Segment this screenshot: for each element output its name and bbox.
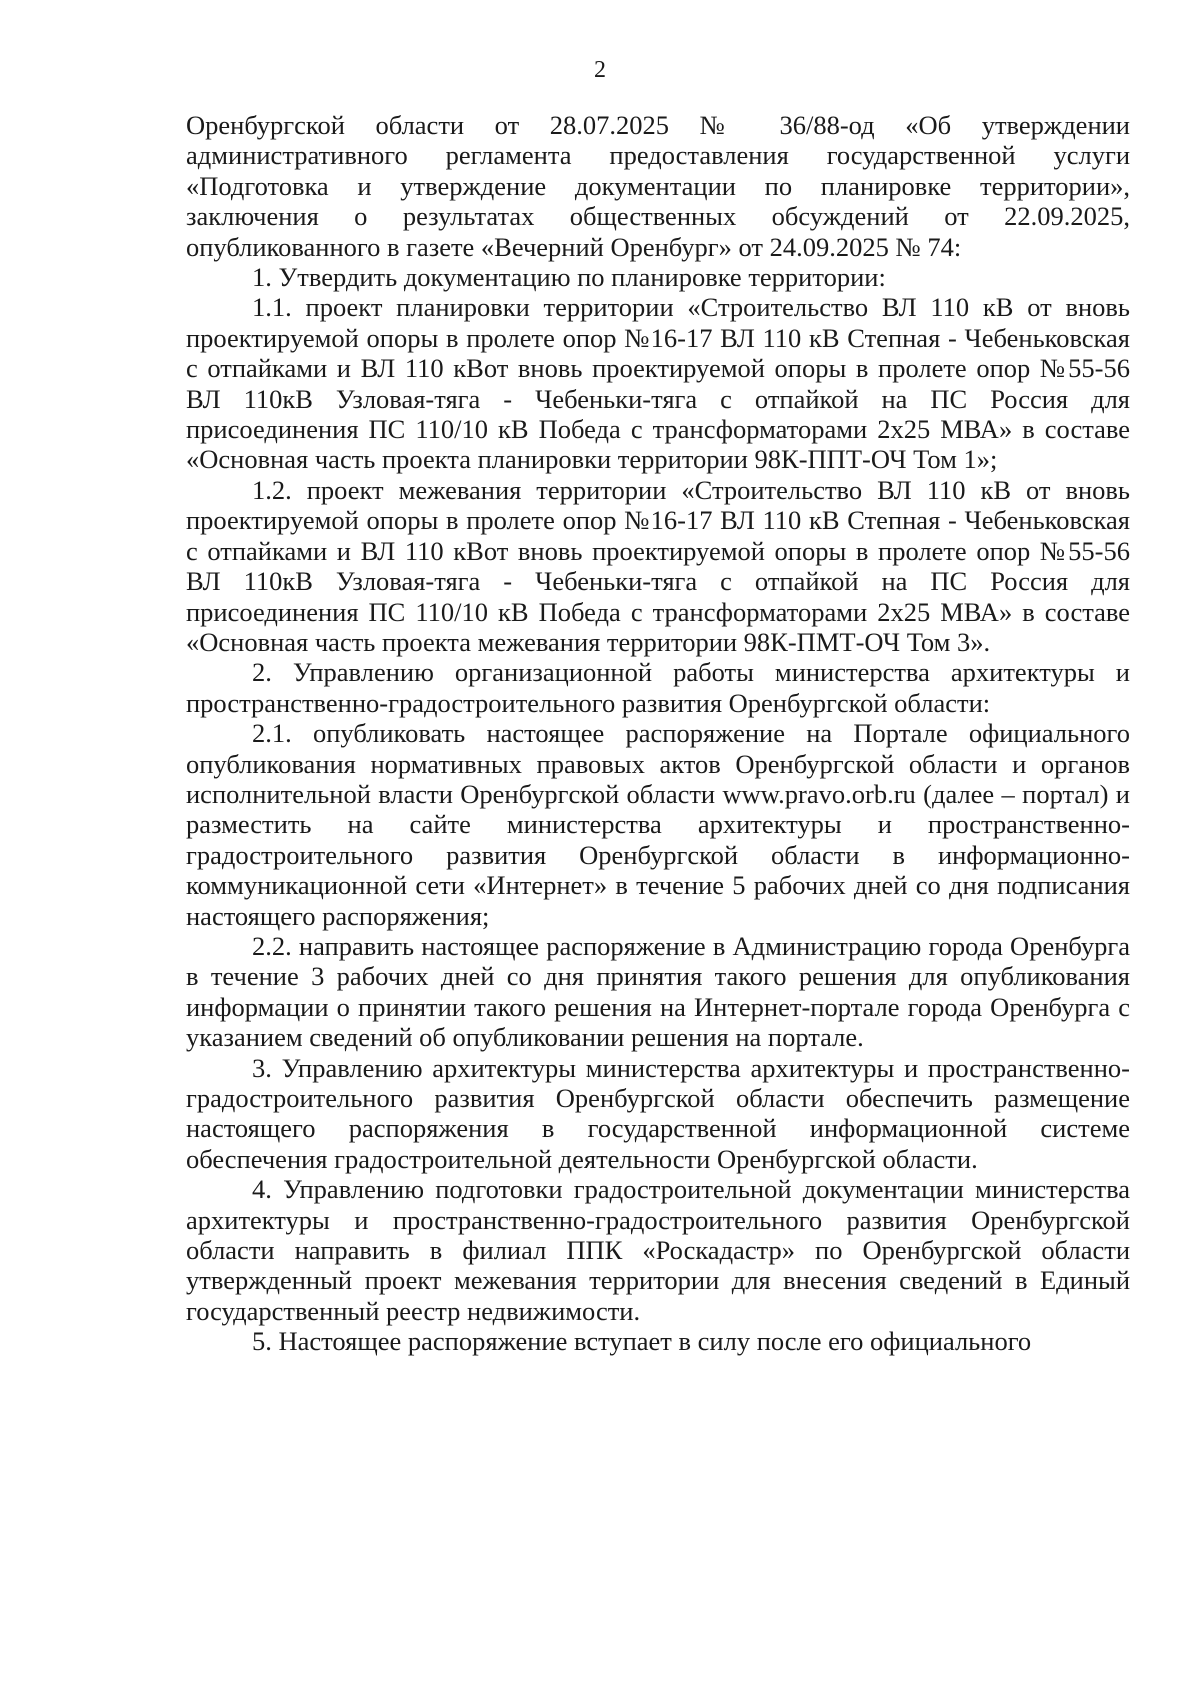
paragraph-intro: Оренбургской области от 28.07.2025 № 36/88-од «Об утверждении административного регламента предоставления государственной услуги «Подготовка и утверждение документации по планировке территории», заключения о результатах общественных обсуждений от 22.09.2025, опубликованного в газете «Вечерний Оренбург» от 24.09.2025 № 74:: [186, 110, 1130, 262]
paragraph-item-2-2: 2.2. направить настоящее распоряжение в Администрацию города Оренбурга в течение 3 рабочих дней со дня принятия такого решения для опубликования информации о принятии такого решения на Интернет-портале города Оренбурга с указанием сведений об опубликовании решения на портале.: [186, 930, 1130, 1053]
document-body: [186, 110, 1130, 1357]
paragraph-item-1-2: 1.2. проект межевания территории «Строительство ВЛ 110 кВ от вновь проектируемой опоры в пролете опор №16-17 ВЛ 110 кВ Степная - Чебеньковская с отпайками и ВЛ 110 кВот вновь проектируемой опоры в пролете опор №55-56 ВЛ 110кВ Узловая-тяга - Чебеньки-тяга с отпайкой на ПС Россия для присоединения ПС 110/10 кВ Победа с трансформаторами 2х25 МВА» в составе «Основная часть проекта межевания территории 98К-ПМТ-ОЧ Том 3».: [186, 474, 1130, 657]
paragraph-item-4: 4. Управлению подготовки градостроительной документации министерства архитектуры и пространственно-градостроительного развития Оренбургской области направить в филиал ППК «Роскадастр» по Оренбургской области утвержденный проект межевания территории для внесения сведений в Единый государственный реестр недвижимости.: [186, 1174, 1130, 1326]
paragraph-item-2: 2. Управлению организационной работы министерства архитектуры и пространственно-градостроительного развития Оренбургской области:: [186, 657, 1130, 718]
paragraph-item-5: 5. Настоящее распоряжение вступает в силу после его официального: [252, 1326, 1032, 1357]
paragraph-item-3: 3. Управлению архитектуры министерства архитектуры и пространственно-градостроительного развития Оренбургской области обеспечить размещение настоящего распоряжения в государственной информационной системе обеспечения градостроительной деятельности Оренбургской области.: [186, 1052, 1130, 1174]
page-number: 2: [594, 57, 606, 83]
paragraph-item-1: 1. Утвердить документацию по планировке территории:: [252, 262, 886, 293]
paragraph-item-2-1: 2.1. опубликовать настоящее распоряжение на Портале официального опубликования нормативных правовых актов Оренбургской области и органов исполнительной власти Оренбургской области www.pravo.orb.ru (далее – портал) и разместить на сайте министерства архитектуры и пространственно-градостроительного развития Оренбургской области в информационно-коммуникационной сети «Интернет» в течение 5 рабочих дней со дня подписания настоящего распоряжения;: [186, 718, 1130, 931]
paragraph-item-1-1: 1.1. проект планировки территории «Строительство ВЛ 110 кВ от вновь проектируемой опоры в пролете опор №16-17 ВЛ 110 кВ Степная - Чебеньковская с отпайками и ВЛ 110 кВот вновь проектируемой опоры в пролете опор №55-56 ВЛ 110кВ Узловая-тяга - Чебеньки-тяга с отпайкой на ПС Россия для присоединения ПС 110/10 кВ Победа с трансформаторами 2х25 МВА» в составе «Основная часть проекта планировки территории 98К-ППТ-ОЧ Том 1»;: [186, 292, 1130, 475]
